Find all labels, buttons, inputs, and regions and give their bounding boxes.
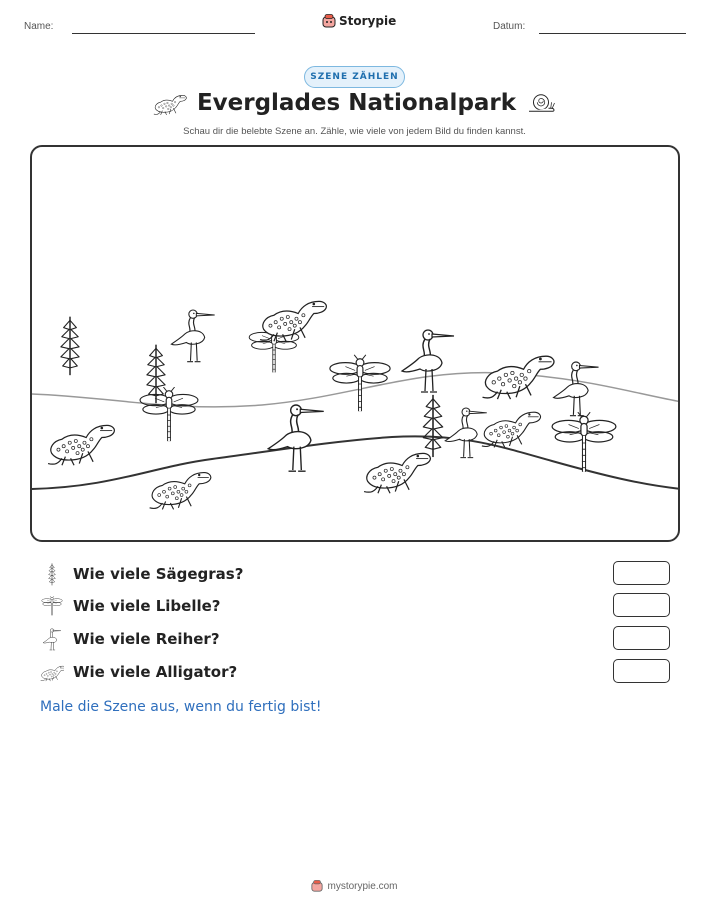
coloring-note: Male die Szene aus, wenn du fertig bist! — [40, 699, 322, 715]
heron-4 — [445, 408, 487, 458]
snail-icon — [526, 91, 556, 115]
storypie-mascot-icon — [322, 14, 336, 28]
dragonfly-1 — [140, 387, 198, 441]
footer — [0, 880, 709, 892]
alligator-6 — [150, 473, 211, 510]
counting-scene — [30, 145, 680, 542]
question-alligator — [40, 659, 670, 685]
heron-3 — [268, 405, 323, 471]
alligator-2 — [483, 356, 554, 399]
alligator-icon — [40, 660, 64, 684]
heron-icon — [40, 627, 64, 651]
sawgrass-1 — [61, 317, 79, 376]
alligator-icon — [153, 90, 187, 116]
title-row — [0, 90, 709, 116]
question-heron — [40, 626, 670, 652]
date-field[interactable] — [539, 33, 686, 34]
storypie-mascot-icon — [311, 880, 323, 892]
alligator-3 — [48, 425, 114, 465]
page-title: Everglades Nationalpark — [196, 90, 517, 116]
question-label: Wie viele Alligator? — [73, 663, 238, 681]
brand-logo — [322, 14, 396, 28]
footer-url: mystorypie.com — [327, 880, 398, 892]
answer-box-alligator[interactable] — [613, 659, 670, 683]
name-label: Name: — [24, 21, 54, 32]
activity-badge: SZENE ZÄHLEN — [304, 66, 405, 88]
alligator-5 — [364, 453, 430, 493]
answer-box-sawgrass[interactable] — [613, 561, 670, 585]
date-label: Datum: — [493, 21, 526, 32]
alligator-1 — [260, 301, 326, 341]
question-label: Wie viele Sägegras? — [73, 565, 244, 583]
dragonfly-3 — [330, 355, 390, 411]
name-field[interactable] — [72, 33, 255, 34]
answer-box-dragonfly[interactable] — [613, 593, 670, 617]
sawgrass-icon — [40, 562, 64, 586]
scene-illustration — [32, 147, 680, 542]
instructions: Schau dir die belebte Szene an. Zähle, wie viele von jedem Bild du finden kannst. — [183, 126, 526, 137]
sawgrass-3 — [423, 395, 442, 457]
question-dragonfly — [40, 593, 670, 619]
answer-box-heron[interactable] — [613, 626, 670, 650]
brand-name: Storypie — [339, 14, 397, 28]
heron-2 — [402, 330, 454, 392]
heron-5 — [553, 362, 598, 416]
dragonfly-icon — [40, 594, 64, 618]
question-label: Wie viele Libelle? — [73, 597, 221, 615]
alligator-4 — [482, 412, 541, 447]
question-sawgrass — [40, 561, 670, 587]
heron-1 — [171, 310, 214, 362]
question-label: Wie viele Reiher? — [73, 630, 220, 648]
